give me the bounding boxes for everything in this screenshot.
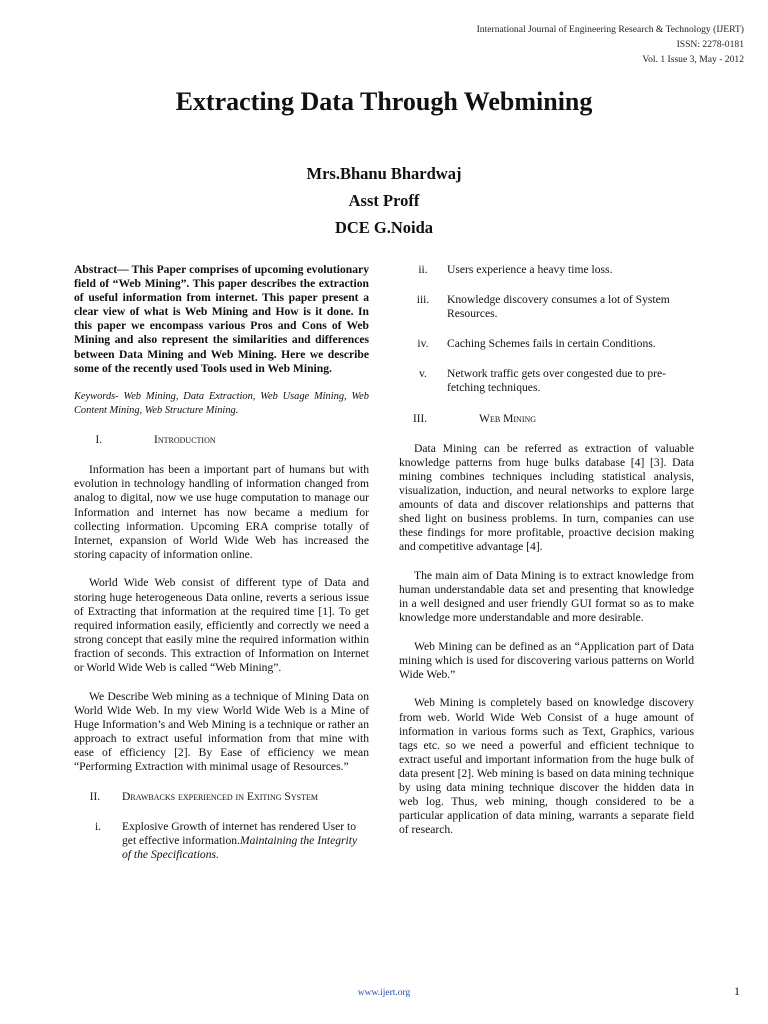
journal-issn: ISSN: 2278-0181 (676, 39, 744, 50)
section-heading-introduction (74, 433, 369, 447)
abstract-text: This Paper comprises of upcoming evolutionary field of “Web Mining”. This paper describes the extraction of useful information from internet. This paper present a clear view of what is Web Mining and How is it done. In this paper we encompass various Pros and Cons of Web Mining and also represent the similarities and differences between Data Mining and Web Mining. Here we describe some of the recently used Tools used in Web Mining. (74, 263, 369, 375)
abstract (74, 263, 369, 376)
author-block (0, 160, 768, 241)
journal-volume: Vol. 1 Issue 3, May - 2012 (642, 54, 744, 65)
paragraph: We Describe Web mining as a technique of Mining Data on World Wide Web. In my view World Wide Web is a Mine of Huge Information’s and Web Mining is a technique or rather an approach to extract useful information from that mine with ease of efficiency [2]. By Ease of efficiency we mean “Performing Extraction with minimal usage of Resources.” (74, 689, 369, 774)
section-title: Drawbacks experienced in Exiting System (122, 790, 318, 804)
list-item (74, 820, 369, 862)
paragraph: Web Mining can be defined as an “Application part of Data mining which is used for discovering various patterns on World Wide Web.” (399, 639, 694, 681)
left-column (74, 263, 369, 878)
paper-title: Extracting Data Through Webmining (175, 87, 593, 116)
journal-header (477, 22, 744, 67)
list-number: i. (94, 820, 102, 834)
author-name: Mrs.Bhanu Bhardwaj (306, 164, 462, 183)
section-number: III. (413, 412, 427, 425)
section-title: Web Mining (479, 411, 537, 425)
author-affiliation: DCE G.Noida (334, 218, 434, 237)
paragraph: Data Mining can be referred as extraction of valuable knowledge patterns from huge bulks database [4] [3]. Data mining combines techniques including statistical analysis, visualization, induction, and neural networks to explore large amounts of data and discover relationships and patterns that shed light on business problems. In turn, companies can use these findings for more profitable, proactive decision making and competitive advantage [4]. (399, 441, 694, 554)
list-number: ii. (418, 263, 428, 276)
paragraph: Web Mining is completely based on knowledge discovery from web. World Wide Web Consist of a huge amount of information in various forms such as Text, Graphics, various tags etc. so we need a powerful and efficient technique to extract useful and important information from the huge bulk of data present [2]. Web mining is based on data mining technique by using data mining technique discover the hidden data in web log. Thus, web mining, though considered to be a particular application of data mining, warrants a separate field of research. (399, 696, 694, 837)
page-number: 1 (734, 984, 740, 998)
list-number: iv. (417, 337, 429, 351)
paragraph: Information has been a important part of humans but with evolution in technology handling of information changed from analog to digital, now we use huge computation to manage our Information and internet has now became a medium for collecting information. Upcoming ERA comprise totally of Internet, expansion of World Wide Web has increased the storing capacity of information online. (74, 463, 369, 561)
abstract-label: Abstract— (74, 263, 129, 276)
list-number: v. (419, 367, 427, 381)
list-text (122, 820, 369, 862)
right-column (399, 263, 694, 852)
author-position: Asst Proff (348, 191, 420, 210)
section-heading-web-mining (399, 412, 694, 426)
section-number: II. (89, 791, 100, 804)
section-number: I. (95, 434, 102, 447)
list-text: Caching Schemes fails in certain Conditions. (447, 337, 656, 351)
list-text: Network traffic gets over congested due to pre-fetching techniques. (447, 367, 667, 395)
keywords: Keywords- Web Mining, Data Extraction, Web Usage Mining, Web Content Mining, Web Structure Mining. (74, 391, 369, 416)
section-title: Introduction (154, 433, 216, 447)
list-item (399, 367, 694, 395)
list-text-plain: Explosive Growth of internet has rendered User to get effective information. (122, 820, 357, 848)
list-number: iii. (416, 293, 430, 307)
list-item (399, 293, 694, 321)
footer-link[interactable]: www.ijert.org (357, 988, 411, 998)
list-text: Knowledge discovery consumes a lot of System Resources. (447, 293, 670, 321)
paragraph: World Wide Web consist of different type of Data and storing huge heterogeneous Data online, reverts a serious issue of Extracting that information at the required time [1]. To get required information easily, efficiently and correctly we need a strong concept that easily mine the required information within fraction of seconds. This extraction of Information on Internet or World Wide Web is called “Web Mining”. (74, 576, 369, 674)
list-text: Users experience a heavy time loss. (447, 263, 613, 276)
paragraph: The main aim of Data Mining is to extract knowledge from human understandable data set and presenting that knowledge in a well designed and user friendly GUI format so as to make knowledge more understandable and more desirable. (399, 568, 694, 625)
list-text-italic: Maintaining the Integrity of the Specifications. (122, 834, 358, 862)
list-item (399, 263, 694, 277)
journal-name: International Journal of Engineering Research & Technology (IJERT) (476, 24, 744, 35)
section-heading-drawbacks (74, 790, 369, 804)
list-item (399, 337, 694, 351)
